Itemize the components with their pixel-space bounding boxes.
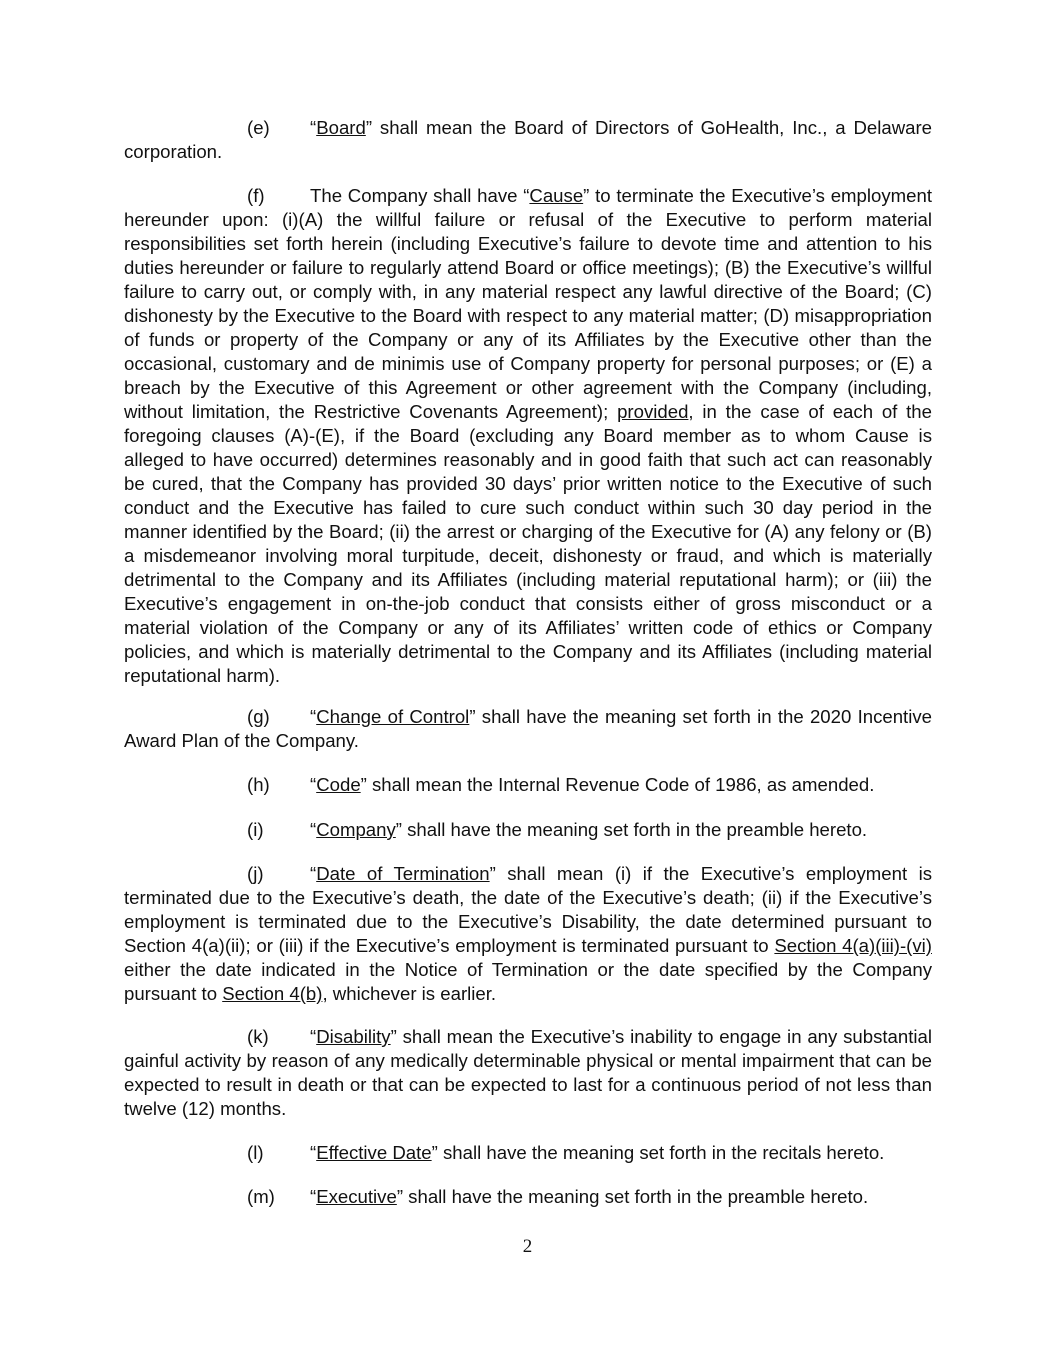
definition-company: (i) “Company” shall have the meaning set forth in the preamble hereto. bbox=[247, 819, 868, 840]
label-f: (f) bbox=[247, 185, 265, 206]
section-ref-4b[interactable]: Section 4(b) bbox=[222, 983, 323, 1004]
definition-code: (h) “Code” shall mean the Internal Revenue Code of 1986, as amended. bbox=[247, 774, 875, 795]
label-k: (k) bbox=[247, 1026, 269, 1047]
label-i: (i) bbox=[247, 819, 264, 840]
label-m: (m) bbox=[247, 1186, 275, 1207]
definition-date-of-termination: (j) “Date of Termination” shall mean (i) if the Executive’s employment is terminated due to the Executive’s death, the date of the Executive’s death; (ii) if the Executive’s employment is terminated due to the Executive’s Disability, the date determined pursuant to Section 4(a)(ii); or (iii) if the Executive’s employment is terminated pursuant to Section 4(a)(iii)-(vi) either the date indicated in the Notice of Termination or the date specified by the Company pursuant to Section 4(b), whichever is earlier. bbox=[124, 863, 932, 1004]
term-cause: Cause bbox=[529, 185, 584, 206]
term-date-of-termination: Date of Termination bbox=[316, 863, 490, 884]
term-disability: Disability bbox=[316, 1026, 391, 1047]
definition-effective-date: (l) “Effective Date” shall have the meaning set forth in the recitals hereto. bbox=[247, 1142, 885, 1163]
label-h: (h) bbox=[247, 774, 270, 795]
label-j: (j) bbox=[247, 863, 264, 884]
definition-executive: (m) “Executive” shall have the meaning set forth in the preamble hereto. bbox=[247, 1186, 869, 1207]
page-number: 2 bbox=[522, 1236, 533, 1257]
definition-disability: (k) “Disability” shall mean the Executive’s inability to engage in any substantial gainful activity by reason of any medically determinable physical or mental impairment that can be expected to result in death or that can be expected to last for a continuous period of not less than twelve (12) months. bbox=[124, 1026, 932, 1119]
term-company: Company bbox=[316, 819, 396, 840]
term-board: Board bbox=[316, 117, 366, 138]
section-ref-4a-iii-vi[interactable]: Section 4(a)(iii)-(vi) bbox=[774, 935, 932, 956]
term-code: Code bbox=[316, 774, 361, 795]
provided-term: provided bbox=[617, 401, 689, 422]
term-change-of-control: Change of Control bbox=[316, 706, 470, 727]
definition-change-of-control: (g) “Change of Control” shall have the meaning set forth in the 2020 Incentive Award Plan of the Company. bbox=[124, 706, 932, 751]
definition-cause: (f) The Company shall have “Cause” to terminate the Executive’s employment hereunder upon: (i)(A) the willful failure or refusal of the Executive to perform material responsibilities set forth herein (including Executive’s failure to devote time and attention to his duties hereunder or failure to regularly attend Board or office meetings); (B) the Executive’s willful failure to carry out, or comply with, in any material respect any lawful directive of the Board; (C) dishonesty by the Executive to the Board with respect to any material matter; (D) misappropriation of funds or property of the Company or any of its Affiliates by the Executive other than the occasional, customary and de minimis use of Company property for personal purposes; or (E) a breach by the Executive of this Agreement or other agreement with the Company (including, without limitation, the Restrictive Covenants Agreement); provided, in the case of each of the foregoing clauses (A)-(E), if the Board (excluding any Board member as to whom Cause is alleged to have occurred) determines reasonably and in good faith that such act can reasonably be cured, that the Company has provided 30 days’ prior written notice to the Executive of such conduct and the Executive has failed to cure such conduct within such 30 day period in the manner identified by the Board; (ii) the arrest or charging of the Executive for (A) any felony or (B) a misdemeanor involving moral turpitude, deceit, dishonesty or fraud, and which is materially detrimental to the Company and its Affiliates (including material reputational harm); or (iii) the Executive’s engagement in on-the-job conduct that consists either of gross misconduct or a material violation of the Company or any of its Affiliates’ written code of ethics or Company policies, and which is materially detrimental to the Company and its Affiliates (including material reputational harm). bbox=[124, 185, 932, 686]
label-l: (l) bbox=[247, 1142, 264, 1163]
definition-board: (e) “Board” shall mean the Board of Directors of GoHealth, Inc., a Delaware corporation. bbox=[124, 117, 932, 162]
term-effective-date: Effective Date bbox=[316, 1142, 432, 1163]
label-e: (e) bbox=[247, 117, 270, 138]
label-g: (g) bbox=[247, 706, 270, 727]
term-executive: Executive bbox=[316, 1186, 397, 1207]
